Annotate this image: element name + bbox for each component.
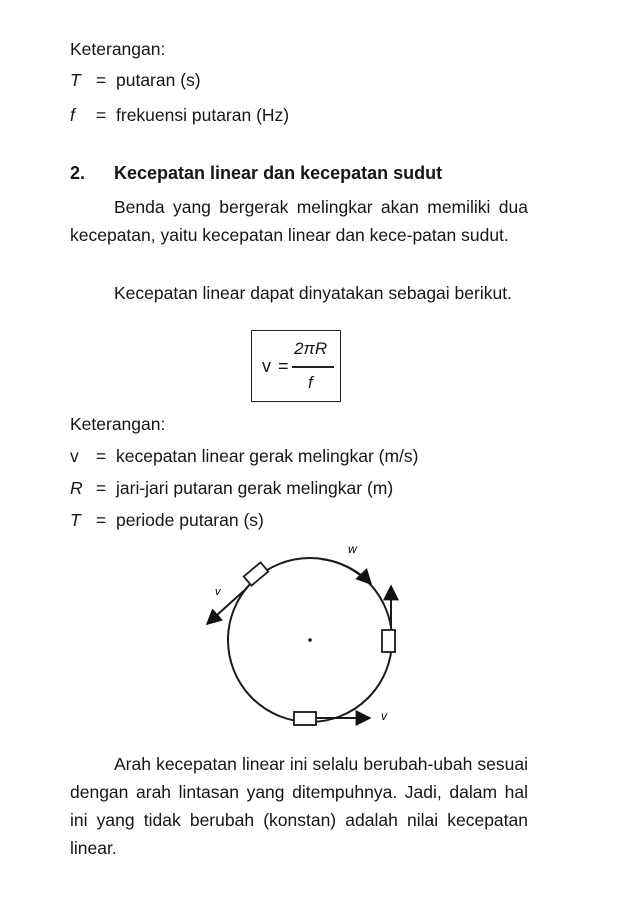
fraction-bar bbox=[292, 366, 334, 368]
section-paragraph-2: Kecepatan linear dapat dinyatakan sebagai berikut. bbox=[114, 283, 512, 303]
section-number: 2. bbox=[70, 163, 86, 183]
def-symbol: T bbox=[70, 510, 81, 530]
def-symbol: R bbox=[70, 478, 83, 498]
def-equals: = bbox=[96, 105, 107, 125]
def-text: putaran (s) bbox=[116, 70, 201, 90]
label-v-left: v bbox=[215, 586, 221, 598]
def-text: jari-jari putaran gerak melingkar (m) bbox=[116, 478, 394, 498]
top-keterangan-label: Keterangan: bbox=[70, 39, 166, 59]
def-equals: = bbox=[96, 478, 107, 498]
label-w: w bbox=[348, 542, 357, 556]
formula-denominator: f bbox=[308, 373, 313, 392]
formula-box bbox=[251, 330, 341, 402]
def-symbol: v bbox=[70, 446, 79, 466]
section-title: Kecepatan linear dan kecepatan sudut bbox=[114, 163, 443, 183]
formula-numerator: 2πR bbox=[294, 339, 328, 358]
def-equals: = bbox=[96, 446, 107, 466]
section-paragraph-1: Benda yang bergerak melingkar akan memiliki dua kecepatan, yaitu kecepatan linear dan kece-patan sudut. bbox=[70, 197, 528, 245]
velocity-arrow-left bbox=[207, 588, 247, 624]
bottom-def-R bbox=[70, 477, 490, 499]
bottom-keterangan-label: Keterangan: bbox=[70, 414, 166, 434]
def-equals: = bbox=[96, 510, 107, 530]
object-top-left bbox=[244, 562, 269, 585]
top-def-f bbox=[70, 104, 470, 126]
def-text: periode putaran (s) bbox=[116, 510, 264, 530]
formula-equals: = bbox=[278, 356, 289, 376]
def-text: frekuensi putaran (Hz) bbox=[116, 105, 290, 125]
bottom-def-T bbox=[70, 509, 490, 531]
def-text: kecepatan linear gerak melingkar (m/s) bbox=[116, 446, 419, 466]
object-bottom bbox=[294, 712, 316, 725]
def-equals: = bbox=[96, 70, 107, 90]
def-symbol: T bbox=[70, 70, 81, 90]
closing-paragraph: Arah kecepatan linear ini selalu berubah-ubah sesuai dengan arah lintasan yang ditempuhnya. Jadi, dalam hal ini yang tidak berubah (konstan) adalah nilai kecepatan linear. bbox=[70, 754, 528, 858]
label-v-bottom: v bbox=[381, 709, 387, 723]
section-heading bbox=[70, 161, 540, 185]
object-right bbox=[382, 630, 395, 652]
def-symbol: f bbox=[70, 105, 75, 125]
top-def-T bbox=[70, 69, 470, 91]
angular-velocity-arrow bbox=[321, 559, 371, 584]
formula-lhs: v bbox=[262, 356, 271, 376]
bottom-def-v bbox=[70, 445, 490, 467]
circular-motion-diagram bbox=[195, 540, 425, 740]
center-point bbox=[308, 638, 312, 642]
